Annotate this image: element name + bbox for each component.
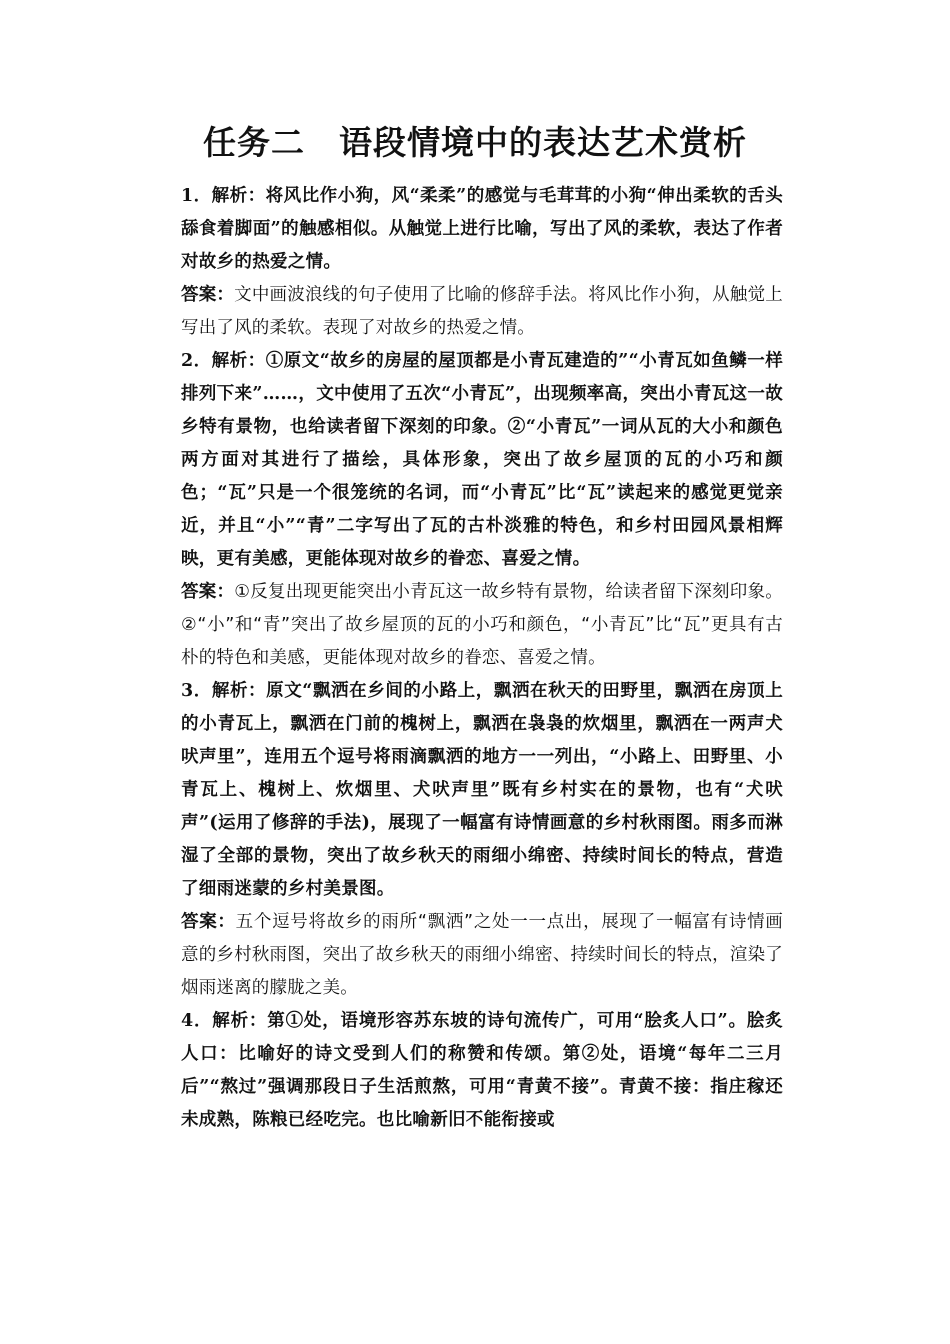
item-2-answer-text: ①反复出现更能突出小青瓦这一故乡特有景物，给读者留下深刻印象。②“小”和“青”突出了故乡屋顶的瓦的小巧和颜色，“小青瓦”比“瓦”更具有古朴的特色和美感，更能体现对故乡的眷恋、喜爱之情。 [181, 582, 784, 668]
item-3-answer-text: 五个逗号将故乡的雨所“飘洒”之处一一点出，展现了一幅富有诗情画意的乡村秋雨图，突出了故乡秋天的雨细小绵密、持续时间长的特点，渲染了烟雨迷离的朦胧之美。 [181, 912, 783, 998]
item-1-answer-text: 文中画波浪线的句子使用了比喻的修辞手法。将风比作小狗，从触觉上写出了风的柔软。表现了对故乡的热爱之情。 [181, 285, 783, 338]
page-title: 任务二 语段情境中的表达艺术赏析 [203, 123, 747, 162]
item-1-answer [181, 279, 783, 345]
item-1-analysis-text: 将风比作小狗，风“柔柔”的感觉与毛茸茸的小狗“伸出柔软的舌头舔食着脚面”的触感相似。从触觉上进行比喻，写出了风的柔软，表达了作者对故乡的热爱之情。 [181, 186, 783, 272]
item-4-analysis-label: 4．解析： [181, 1011, 268, 1031]
item-2-answer-label: 答案： [181, 582, 235, 602]
item-2-analysis [181, 345, 783, 576]
item-1-analysis-label: 1．解析： [181, 186, 266, 206]
item-3-analysis-text: 原文“飘洒在乡间的小路上，飘洒在秋天的田野里，飘洒在房顶上的小青瓦上，飘洒在门前的槐树上，飘洒在袅袅的炊烟里，飘洒在一两声犬吠声里”，连用五个逗号将雨滴飘洒的地方一一列出，“小路上、田野里、小青瓦上、槐树上、炊烟里、犬吠声里”既有乡村实在的景物，也有“犬吠声”(运用了修辞的手法)，展现了一幅富有诗情画意的乡村秋雨图。雨多而淋湿了全部的景物，突出了故乡秋天的雨细小绵密、持续时间长的特点，营造了细雨迷蒙的乡村美景图。 [181, 681, 783, 899]
item-3-answer [181, 906, 783, 1005]
item-4-analysis [181, 1005, 783, 1137]
item-2-analysis-text: ①原文“故乡的房屋的屋顶都是小青瓦建造的”“小青瓦如鱼鳞一样排列下来”……，文中使用了五次“小青瓦”，出现频率高，突出小青瓦这一故乡特有景物，也给读者留下深刻的印象。②“小青瓦”一词从瓦的大小和颜色两方面对其进行了描绘，具体形象，突出了故乡屋顶的瓦的小巧和颜色；“瓦”只是一个很笼统的名词，而“小青瓦”比“瓦”读起来的感觉更觉亲近，并且“小”“青”二字写出了瓦的古朴淡雅的特色，和乡村田园风景相辉映，更有美感，更能体现对故乡的眷恋、喜爱之情。 [181, 351, 783, 569]
item-2-analysis-label: 2．解析： [181, 351, 266, 371]
item-2-answer [181, 576, 783, 675]
item-3-analysis-label: 3．解析： [181, 681, 267, 701]
item-4-analysis-text: 第①处，语境形容苏东坡的诗句流传广，可用“脍炙人口”。脍炙人口：比喻好的诗文受到人们的称赞和传颂。第②处，语境“每年二三月后”“熬过”强调那段日子生活煎熬，可用“青黄不接”。青黄不接：指庄稼还未成熟，陈粮已经吃完。也比喻新旧不能衔接或 [181, 1011, 783, 1130]
answer-content [181, 180, 783, 1137]
item-1-analysis [181, 180, 783, 279]
item-3-analysis [181, 675, 783, 906]
item-3-answer-label: 答案： [181, 912, 236, 932]
item-1-answer-label: 答案： [181, 285, 235, 305]
